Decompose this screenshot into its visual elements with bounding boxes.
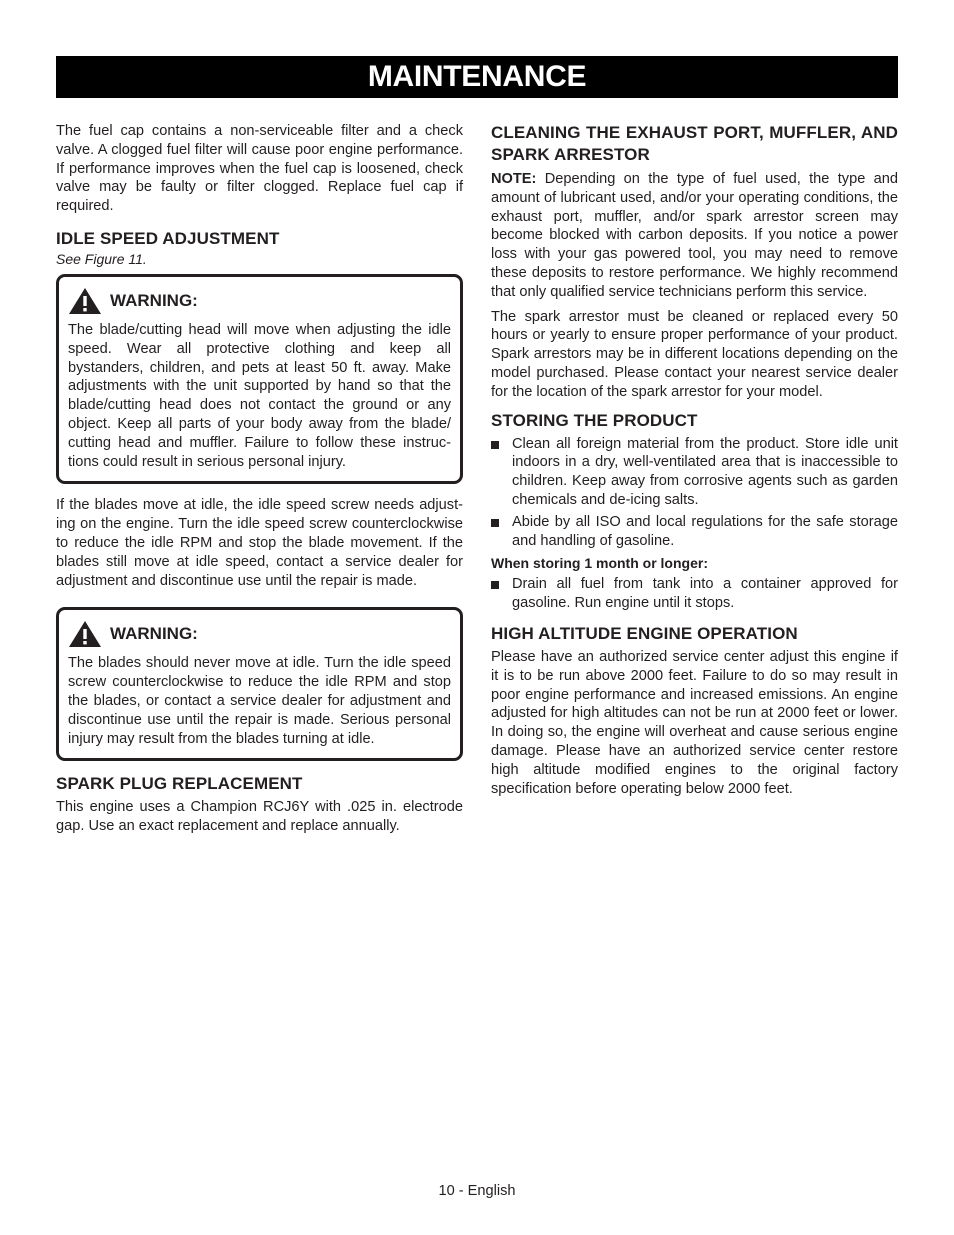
list-item [491,575,898,613]
warning-label: WARNING: [110,290,198,310]
warning-text: The blades should never move at idle. Turn the idle speed screw counterclockwise to reduce the idle RPM and stop the blades, or contact a service dealer for adjustment and discontinue use until the repair is made. Serious personal injury may result from the blades turning at idle. [68,655,451,747]
warning-box-1 [56,274,463,484]
warning-header [68,287,451,315]
list-item-text: Clean all foreign material from the product. Store idle unit indoors in a dry, well-ventilated area that is inaccessible to children. Keep away from corrosive agents such as garden chemicals and de-icing salts. [512,435,898,508]
figure-reference: See Figure 11. [56,250,147,267]
note-text: Depending on the type of fuel used, the type and amount of lubricant used, and/or your operating conditions, the exhaust port, muffler, and/or spark arrestor screen may become blocked with carbon deposits. If you notice a power loss with your gas powered tool, you may need to remove these deposits to restore performance. We highly recommend that only qualified service technicians perform this service. [491,171,898,300]
page-title: MAINTENANCE [56,56,898,98]
high-altitude-paragraph: Please have an authorized service center adjust this engine if it is to be run above 2000 feet. Failure to do so may result in poor engine performance and increased emissions. An engine adjusted for high altitudes can not be run at 2000 feet or lower. In doing so, the engine will overheat and cause serious engine damage. Please have an authorized service center restore high altitude modified engines to the original factory specification before operating below 2000 feet. [491,648,898,797]
square-bullet-icon [491,519,499,527]
storing-sub-list [491,575,898,613]
warning-label: WARNING: [110,624,198,644]
storing-heading: STORING THE PRODUCT [491,410,698,430]
list-item [491,513,898,551]
warning-header [68,620,451,648]
list-item [491,435,898,510]
square-bullet-icon [491,581,499,589]
cleaning-heading: CLEANING THE EXHAUST PORT, MUFFLER, AND SPARK ARRESTOR [491,123,898,164]
warning-triangle-icon [68,287,102,315]
warning-text: The blade/cutting head will move when adjusting the idle speed. Wear all protective clothing and keep all bystanders, children, and pets at least 50 ft. away. Make adjustments with the unit supported by hand so that the blade/cutting head does not contact the ground or any object. Keep all parts of your body away from the blade/ cutting head and muffler. Failure to follow these instruc-tions could result in serious personal injury. [68,321,451,470]
warning-box-2 [56,607,463,761]
storing-subheading: When storing 1 month or longer: [491,555,708,572]
left-column [56,122,463,836]
spark-plug-heading: SPARK PLUG REPLACEMENT [56,774,303,794]
list-item-text: Abide by all ISO and local regulations for the safe storage and handling of gasoline. [512,513,898,549]
fuel-cap-paragraph: The fuel cap contains a non-serviceable filter and a check valve. A clogged fuel filter will cause poor engine performance. If performance improves when the fuel cap is loosened, check valve may be faulty or filter clogged. Replace fuel cap if required. [56,123,463,215]
list-item-text: Drain all fuel from tank into a container approved for gasoline. Run engine until it stops. [512,576,898,612]
high-altitude-heading: HIGH ALTITUDE ENGINE OPERATION [491,623,798,643]
warning-triangle-icon [68,620,102,648]
right-column [491,122,898,798]
storing-list [491,435,898,551]
note-paragraph [491,170,898,302]
spark-arrestor-paragraph: The spark arrestor must be cleaned or replaced every 50 hours or yearly to ensure proper performance of your product. Spark arrestors may be in different locations depending on the model purchased. Please contact your nearest service dealer for the location of the spark arrestor for your model. [491,308,898,400]
square-bullet-icon [491,441,499,449]
idle-speed-heading: IDLE SPEED ADJUSTMENT [56,228,280,248]
idle-speed-paragraph: If the blades move at idle, the idle speed screw needs adjust-ing on the engine. Turn the idle speed screw counterclockwise to reduce the idle RPM and stop the blade movement. If the blades still move at idle speed, contact a service dealer for adjustment and discontinue use until the repair is made. [56,497,463,589]
spark-plug-paragraph: This engine uses a Champion RCJ6Y with .025 in. electrode gap. Use an exact replacement and replace annually. [56,799,463,835]
note-label: NOTE: [491,171,537,187]
page-number: 10 - English [438,1183,516,1199]
